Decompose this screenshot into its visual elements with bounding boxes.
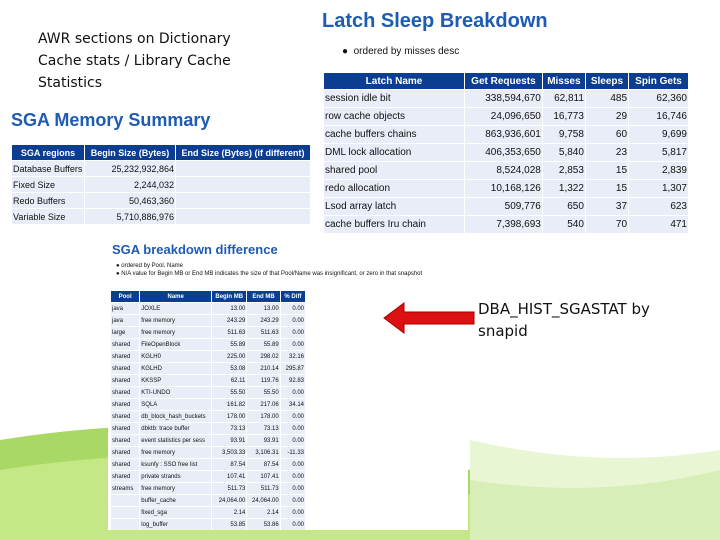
diff-cell: shared xyxy=(111,339,139,350)
diff-cell: 73.13 xyxy=(212,423,246,434)
latch-cell: 509,776 xyxy=(465,198,542,215)
latch-cell: row cache objects xyxy=(324,108,464,125)
diff-cell: 511.63 xyxy=(247,327,279,338)
diff-cell: 0.00 xyxy=(281,411,305,422)
table-row xyxy=(111,387,305,398)
diff-cell: 225.00 xyxy=(212,351,246,362)
table-row xyxy=(111,459,305,470)
diff-cell: 0.00 xyxy=(281,387,305,398)
latch-cell: 1,307 xyxy=(629,180,688,197)
latch-cell: 9,699 xyxy=(629,126,688,143)
latch-cell: shared pool xyxy=(324,162,464,179)
diff-cell: 243.29 xyxy=(247,315,279,326)
sga-cell: 5,710,886,976 xyxy=(85,209,175,224)
latch-cell: 15 xyxy=(586,180,628,197)
diff-cell: 511.73 xyxy=(247,483,279,494)
diff-cell: 0.00 xyxy=(281,459,305,470)
diff-cell: 73.13 xyxy=(247,423,279,434)
latch-title: Latch Sleep Breakdown xyxy=(322,10,548,32)
table-row xyxy=(111,507,305,518)
latch-cell: 5,840 xyxy=(543,144,585,161)
diff-cell: java xyxy=(111,303,139,314)
diff-cell: SQLA xyxy=(140,399,211,410)
table-row xyxy=(111,315,305,326)
diff-cell: private strands xyxy=(140,471,211,482)
table-row xyxy=(324,126,688,143)
latch-cell: 485 xyxy=(586,90,628,107)
sga-memory-summary-panel xyxy=(8,104,314,234)
latch-header-cell[interactable]: Spin Gets xyxy=(629,73,688,89)
diff-cell: FileOpenBlock xyxy=(140,339,211,350)
diff-cell: 93.91 xyxy=(212,435,246,446)
diff-header-cell[interactable]: % Diff xyxy=(281,291,305,302)
diff-cell: large xyxy=(111,327,139,338)
diff-cell: 53.08 xyxy=(212,363,246,374)
latch-cell: 15 xyxy=(586,162,628,179)
table-row xyxy=(12,161,310,176)
awr-sections-caption xyxy=(38,28,268,94)
diff-cell: event statistics per sess xyxy=(140,435,211,446)
caption-line: Cache stats / Library Cache xyxy=(38,53,231,69)
latch-cell: cache buffers Iru chain xyxy=(324,216,464,233)
sga-cell xyxy=(176,161,310,176)
latch-cell: 16,746 xyxy=(629,108,688,125)
latch-cell: 1,322 xyxy=(543,180,585,197)
sga-table xyxy=(11,144,311,225)
table-row xyxy=(111,375,305,386)
diff-cell: free memory xyxy=(140,447,211,458)
table-row xyxy=(324,144,688,161)
diff-table xyxy=(110,290,306,530)
table-row xyxy=(111,339,305,350)
diff-cell: fixed_sga xyxy=(140,507,211,518)
diff-cell: JOXLE xyxy=(140,303,211,314)
table-row xyxy=(111,303,305,314)
table-row xyxy=(111,351,305,362)
latch-cell: 650 xyxy=(543,198,585,215)
diff-cell: shared xyxy=(111,363,139,374)
diff-cell: 0.00 xyxy=(281,495,305,506)
diff-cell: 55.89 xyxy=(247,339,279,350)
caption-line: AWR sections on Dictionary xyxy=(38,31,231,47)
latch-sleep-breakdown-panel xyxy=(318,6,692,238)
diff-cell: 24,064.00 xyxy=(247,495,279,506)
diff-cell: KTI-UNDO xyxy=(140,387,211,398)
diff-cell: shared xyxy=(111,399,139,410)
diff-cell: 0.00 xyxy=(281,339,305,350)
diff-cell: 55.89 xyxy=(212,339,246,350)
bullet-icon: ● xyxy=(116,263,120,269)
latch-cell: 16,773 xyxy=(543,108,585,125)
diff-cell: 0.00 xyxy=(281,471,305,482)
diff-cell: shared xyxy=(111,459,139,470)
diff-cell: 24,064.00 xyxy=(212,495,246,506)
table-row xyxy=(324,198,688,215)
diff-cell: 295.87 xyxy=(281,363,305,374)
diff-cell: shared xyxy=(111,387,139,398)
sga-header-cell[interactable]: SGA regions xyxy=(12,145,84,160)
diff-cell: 32.16 xyxy=(281,351,305,362)
table-row xyxy=(111,447,305,458)
diff-cell: shared xyxy=(111,375,139,386)
diff-cell: 13.00 xyxy=(247,303,279,314)
diff-cell: 161.82 xyxy=(212,399,246,410)
diff-cell: 93.91 xyxy=(247,435,279,446)
diff-cell: shared xyxy=(111,423,139,434)
caption-line: snapid xyxy=(478,322,528,340)
latch-cell: 62,811 xyxy=(543,90,585,107)
diff-cell: 107.41 xyxy=(247,471,279,482)
latch-cell: session idle bit xyxy=(324,90,464,107)
diff-cell: 298.02 xyxy=(247,351,279,362)
table-row xyxy=(111,423,305,434)
latch-cell: Lsod array latch xyxy=(324,198,464,215)
latch-cell: 2,853 xyxy=(543,162,585,179)
bullet-icon: ● xyxy=(116,271,120,277)
diff-note-2-text: N/A value for Begin MB or End MB indicates the size of that Pool/Name was insignificant, or zero in that snapshot xyxy=(121,271,423,277)
latch-cell: 10,168,126 xyxy=(465,180,542,197)
diff-cell: 0.00 xyxy=(281,303,305,314)
sga-cell: 25,232,932,864 xyxy=(85,161,175,176)
table-row xyxy=(12,209,310,224)
latch-cell: 540 xyxy=(543,216,585,233)
diff-note-2 xyxy=(116,271,422,277)
sga-cell xyxy=(176,177,310,192)
table-row xyxy=(111,519,305,530)
diff-cell xyxy=(111,519,139,530)
diff-cell: free memory xyxy=(140,327,211,338)
latch-cell: 8,524,028 xyxy=(465,162,542,179)
latch-cell: cache buffers chains xyxy=(324,126,464,143)
latch-note-text: ordered by misses desc xyxy=(353,46,460,57)
latch-cell: 338,594,670 xyxy=(465,90,542,107)
diff-cell: java xyxy=(111,315,139,326)
sga-cell: 50,463,360 xyxy=(85,193,175,208)
diff-cell xyxy=(111,495,139,506)
latch-cell: 62,360 xyxy=(629,90,688,107)
diff-cell: 13.00 xyxy=(212,303,246,314)
latch-cell: 2,839 xyxy=(629,162,688,179)
latch-cell: 7,398,693 xyxy=(465,216,542,233)
diff-cell: db_block_hash_buckets xyxy=(140,411,211,422)
diff-cell: 92.83 xyxy=(281,375,305,386)
diff-cell: shared xyxy=(111,435,139,446)
diff-cell: 178.00 xyxy=(247,411,279,422)
diff-cell: KGLH0 xyxy=(140,351,211,362)
sga-title: SGA Memory Summary xyxy=(11,110,211,130)
sga-cell: Redo Buffers xyxy=(12,193,84,208)
diff-cell: 2.14 xyxy=(212,507,246,518)
table-row xyxy=(12,177,310,192)
caption-line: DBA_HIST_SGASTAT by xyxy=(478,300,650,318)
diff-cell: 53.85 xyxy=(212,519,246,530)
diff-cell: 0.00 xyxy=(281,315,305,326)
diff-cell: 243.29 xyxy=(212,315,246,326)
diff-cell: 0.00 xyxy=(281,519,305,530)
diff-cell: buffer_cache xyxy=(140,495,211,506)
latch-header-cell[interactable]: Misses xyxy=(543,73,585,89)
table-row xyxy=(111,495,305,506)
latch-cell: 60 xyxy=(586,126,628,143)
diff-cell: 87.54 xyxy=(212,459,246,470)
diff-cell: shared xyxy=(111,447,139,458)
latch-cell: redo allocation xyxy=(324,180,464,197)
latch-header-cell[interactable]: Latch Name xyxy=(324,73,464,89)
diff-cell: 119.76 xyxy=(247,375,279,386)
sga-cell xyxy=(176,193,310,208)
latch-cell: DML lock allocation xyxy=(324,144,464,161)
diff-cell: 55.50 xyxy=(247,387,279,398)
latch-cell: 9,758 xyxy=(543,126,585,143)
diff-cell: 55.50 xyxy=(212,387,246,398)
diff-cell: 511.73 xyxy=(212,483,246,494)
sga-cell: Variable Size xyxy=(12,209,84,224)
diff-cell: 53.86 xyxy=(247,519,279,530)
diff-cell: shared xyxy=(111,411,139,422)
sga-cell: 2,244,032 xyxy=(85,177,175,192)
diff-cell: shared xyxy=(111,351,139,362)
diff-cell: 3,503.33 xyxy=(212,447,246,458)
dba-hist-sgastat-caption xyxy=(478,298,698,342)
diff-note-1-text: ordered by Pool, Name xyxy=(121,263,183,269)
diff-title: SGA breakdown difference xyxy=(112,242,278,257)
diff-header-cell[interactable]: End MB xyxy=(247,291,279,302)
diff-cell: 0.00 xyxy=(281,327,305,338)
diff-cell: 0.00 xyxy=(281,435,305,446)
table-row xyxy=(111,327,305,338)
bullet-icon: ● xyxy=(342,46,349,57)
diff-cell: shared xyxy=(111,471,139,482)
caption-line: Statistics xyxy=(38,75,102,91)
table-row xyxy=(12,193,310,208)
diff-cell: 178.00 xyxy=(212,411,246,422)
latch-cell: 37 xyxy=(586,198,628,215)
table-row xyxy=(111,363,305,374)
diff-header-cell[interactable]: Pool xyxy=(111,291,139,302)
sga-cell: Database Buffers xyxy=(12,161,84,176)
latch-header-cell[interactable]: Sleeps xyxy=(586,73,628,89)
latch-cell: 29 xyxy=(586,108,628,125)
latch-cell: 24,096,650 xyxy=(465,108,542,125)
latch-cell: 406,353,650 xyxy=(465,144,542,161)
diff-cell: 34.14 xyxy=(281,399,305,410)
table-row xyxy=(324,162,688,179)
table-row xyxy=(324,90,688,107)
table-row xyxy=(111,483,305,494)
table-row xyxy=(111,411,305,422)
sga-header-cell[interactable]: Begin Size (Bytes) xyxy=(85,145,175,160)
diff-cell: 107.41 xyxy=(212,471,246,482)
diff-cell: KGLHD xyxy=(140,363,211,374)
latch-note xyxy=(342,46,459,57)
latch-cell: 623 xyxy=(629,198,688,215)
diff-cell: ksunfy : SSO free list xyxy=(140,459,211,470)
diff-cell: dbktb: trace buffer xyxy=(140,423,211,434)
red-arrow-left-icon xyxy=(382,300,476,336)
diff-note-1 xyxy=(116,263,183,269)
table-row xyxy=(324,216,688,233)
latch-cell: 863,936,601 xyxy=(465,126,542,143)
diff-cell: 0.00 xyxy=(281,483,305,494)
latch-cell: 23 xyxy=(586,144,628,161)
latch-header-cell[interactable]: Get Requests xyxy=(465,73,542,89)
latch-table xyxy=(323,72,689,234)
table-row xyxy=(324,108,688,125)
sga-header-cell[interactable]: End Size (Bytes) (if different) xyxy=(176,145,310,160)
diff-cell: 511.63 xyxy=(212,327,246,338)
latch-cell: 70 xyxy=(586,216,628,233)
diff-cell: 3,106.31 xyxy=(247,447,279,458)
diff-cell: log_buffer xyxy=(140,519,211,530)
diff-cell: 0.00 xyxy=(281,423,305,434)
diff-cell: 2.14 xyxy=(247,507,279,518)
diff-cell: 217.06 xyxy=(247,399,279,410)
table-row xyxy=(111,399,305,410)
diff-cell: free memory xyxy=(140,483,211,494)
sga-breakdown-difference-panel xyxy=(108,238,468,530)
table-row xyxy=(111,471,305,482)
diff-cell: free memory xyxy=(140,315,211,326)
diff-header-cell[interactable]: Name xyxy=(140,291,211,302)
sga-cell: Fixed Size xyxy=(12,177,84,192)
table-row xyxy=(111,435,305,446)
table-row xyxy=(324,180,688,197)
diff-cell: 0.00 xyxy=(281,507,305,518)
diff-cell: 210.14 xyxy=(247,363,279,374)
diff-cell: 62.11 xyxy=(212,375,246,386)
diff-cell: -11.33 xyxy=(281,447,305,458)
diff-cell: KKSSP xyxy=(140,375,211,386)
sga-cell xyxy=(176,209,310,224)
diff-cell: 87.54 xyxy=(247,459,279,470)
diff-cell xyxy=(111,507,139,518)
diff-header-cell[interactable]: Begin MB xyxy=(212,291,246,302)
diff-cell: streams xyxy=(111,483,139,494)
latch-cell: 5,817 xyxy=(629,144,688,161)
latch-cell: 471 xyxy=(629,216,688,233)
